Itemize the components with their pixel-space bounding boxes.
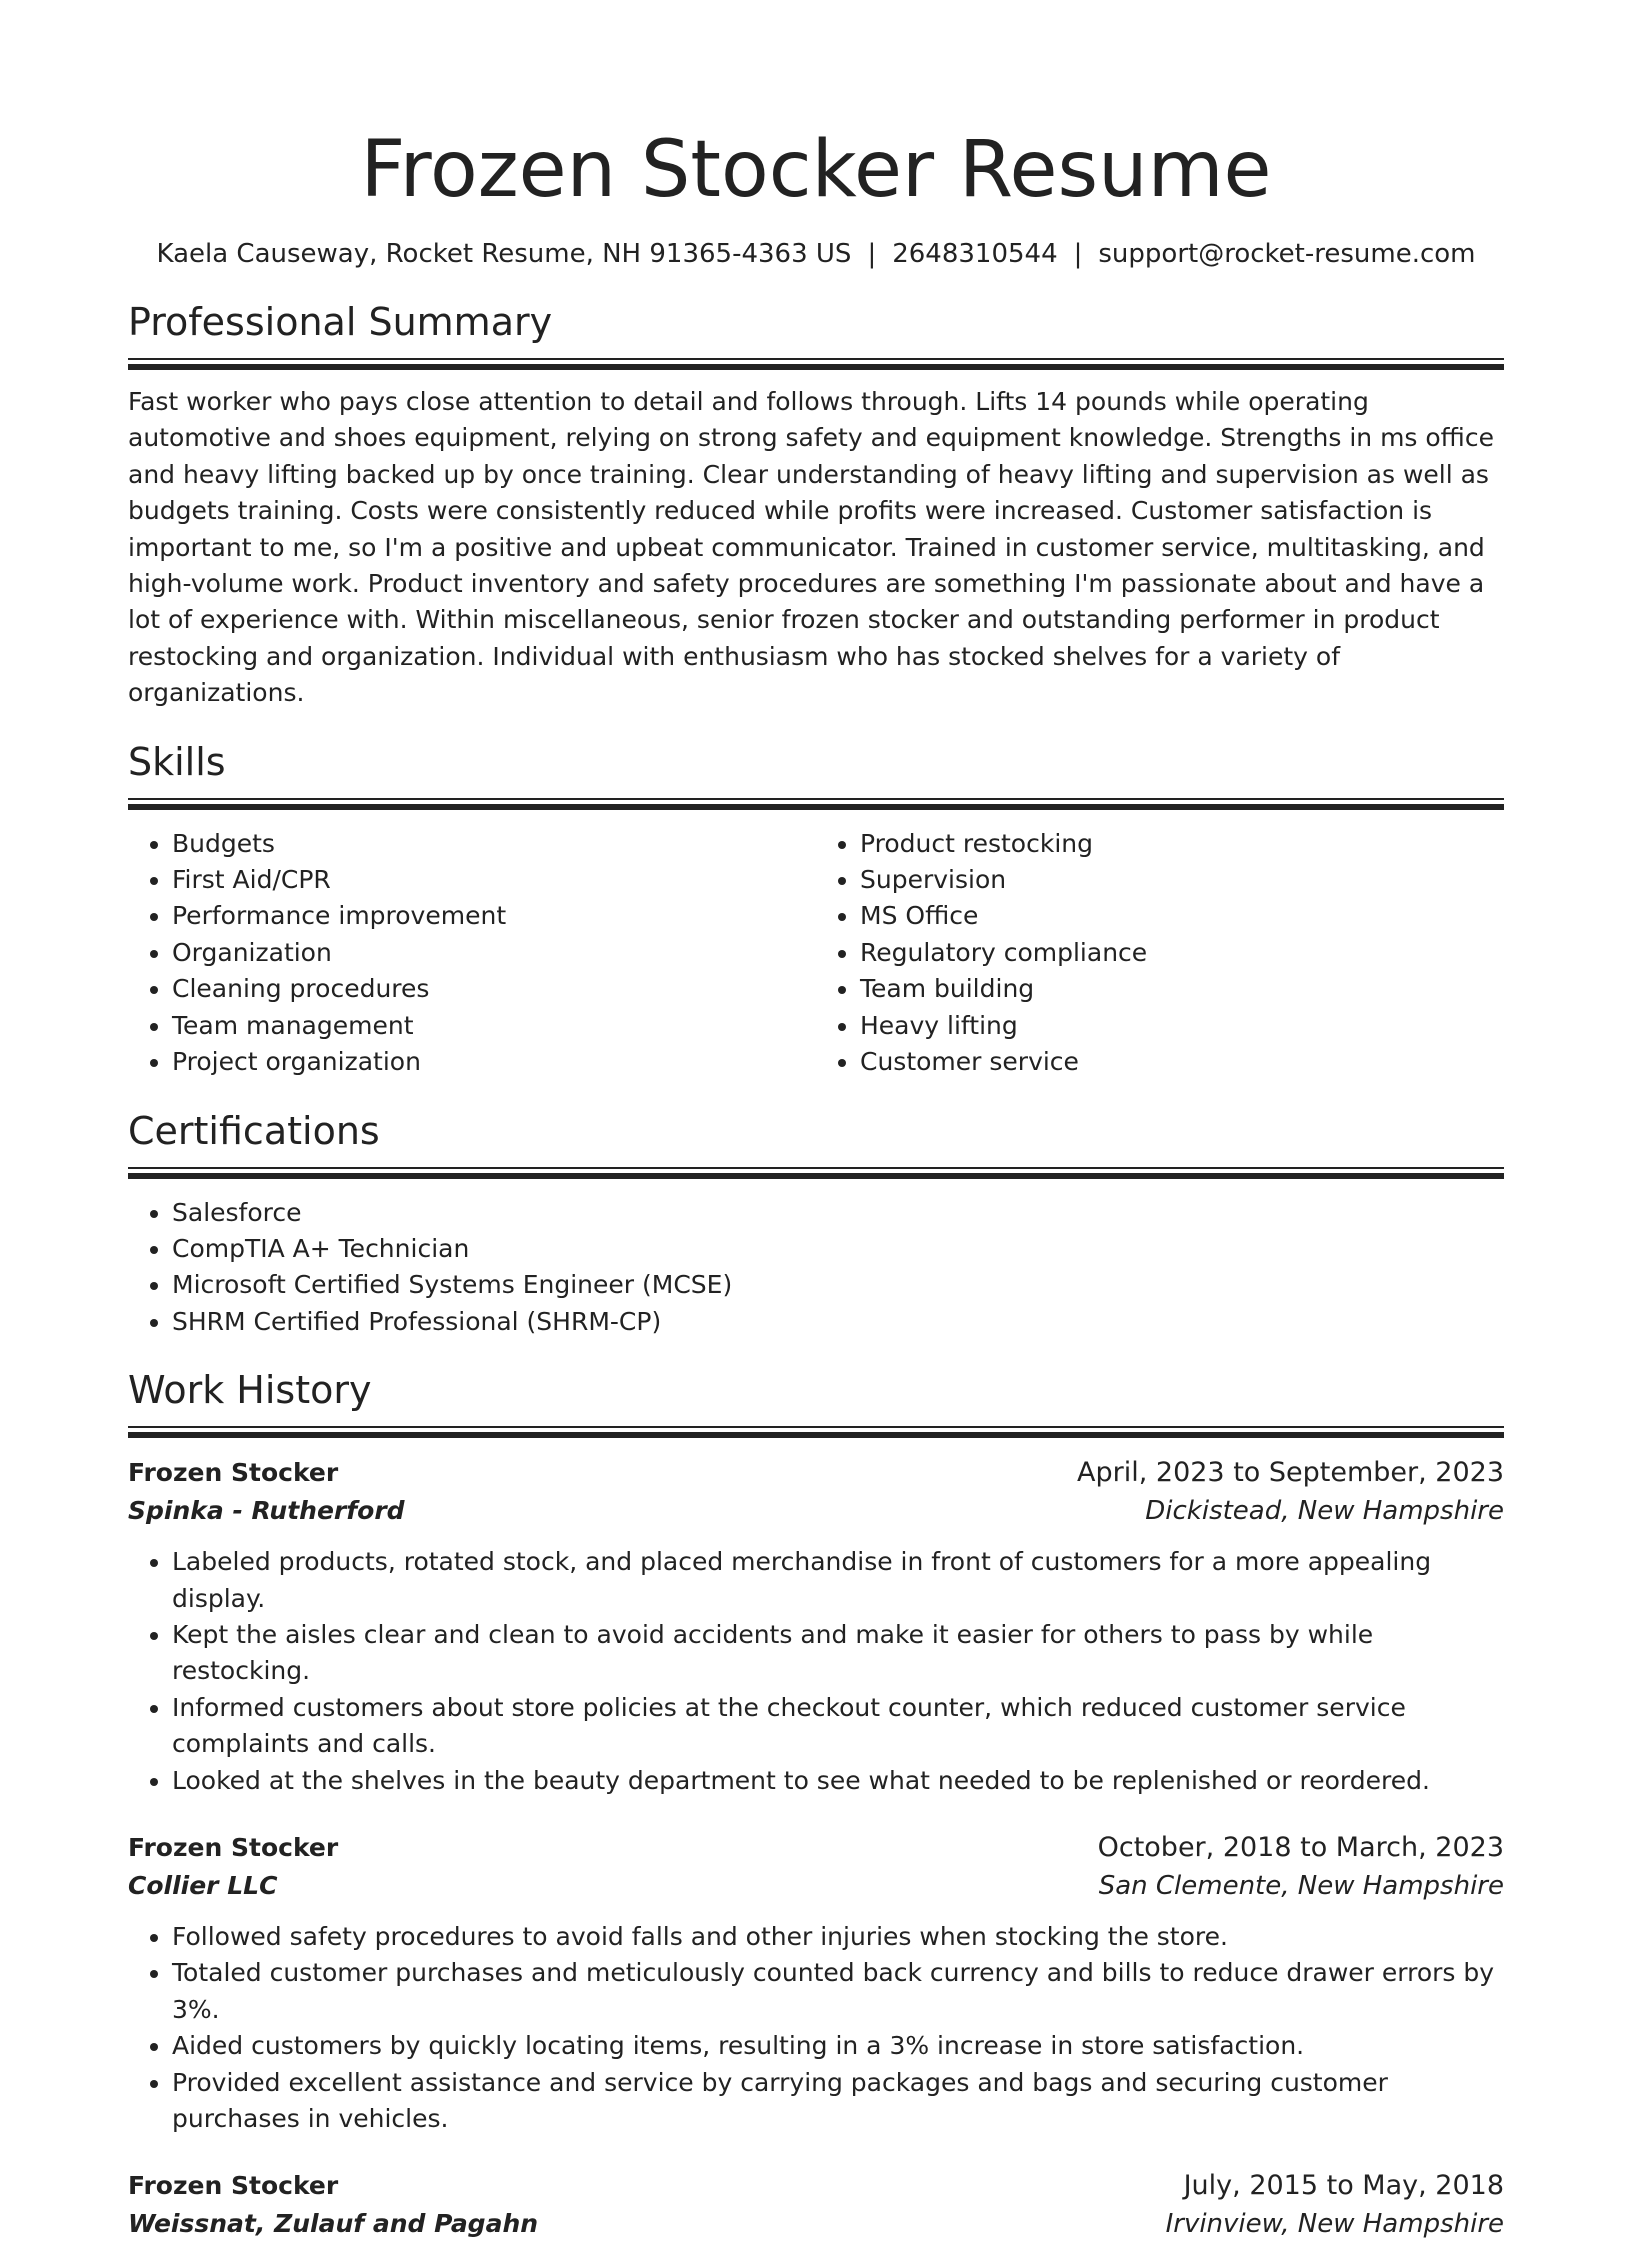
- certification-item: • Salesforce: [172, 1195, 1504, 1231]
- contact-email: support@rocket-resume.com: [1098, 239, 1476, 269]
- certifications-heading: Certifications: [128, 1108, 380, 1153]
- job-bullet: • Labeled products, rotated stock, and placed merchandise in front of customers for a more appealing display.: [172, 1544, 1504, 1617]
- job-subheader: [128, 1867, 1504, 1905]
- skill-item: • Customer service: [860, 1044, 1504, 1080]
- summary-section: [128, 298, 1504, 712]
- job-location: Irvinview, New Hampshire: [1165, 2209, 1504, 2240]
- job-entry: [128, 2167, 1504, 2243]
- skill-item: • MS Office: [860, 898, 1504, 934]
- job-bullet: • Totaled customer purchases and meticulously counted back currency and bills to reduce drawer errors by 3%.: [172, 1955, 1504, 2028]
- job-header: [128, 1829, 1504, 1867]
- job-subheader: [128, 1492, 1504, 1530]
- skill-item: • Regulatory compliance: [860, 935, 1504, 971]
- skill-item: • Product restocking: [860, 826, 1504, 862]
- skills-left-list: [128, 826, 816, 1081]
- section-divider: [128, 1426, 1504, 1438]
- skill-item: • Performance improvement: [172, 898, 816, 934]
- job-company: Spinka - Rutherford: [128, 1496, 405, 1526]
- skill-item: • First Aid/CPR: [172, 862, 816, 898]
- job-subheader: [128, 2205, 1504, 2243]
- work-history-section: [128, 1366, 1504, 2243]
- job-header: [128, 1454, 1504, 1492]
- certifications-list: [128, 1195, 1504, 1341]
- work-history-heading: Work History: [128, 1368, 372, 1413]
- job-location: San Clemente, New Hampshire: [1098, 1870, 1504, 1901]
- skills-right-list: [816, 826, 1504, 1081]
- job-location: Dickistead, New Hampshire: [1145, 1496, 1504, 1527]
- job-entry: [128, 1454, 1504, 1799]
- resume-title: Frozen Stocker Resume: [360, 125, 1272, 215]
- certification-item: • CompTIA A+ Technician: [172, 1231, 1504, 1267]
- job-title: Frozen Stocker: [128, 1458, 339, 1488]
- section-divider: [128, 798, 1504, 810]
- job-dates: April, 2023 to September, 2023: [1077, 1457, 1504, 1489]
- skills-columns: [128, 826, 1504, 1081]
- skill-item: • Organization: [172, 935, 816, 971]
- job-bullet-list: [128, 1919, 1504, 2137]
- skill-item: • Cleaning procedures: [172, 971, 816, 1007]
- contact-address: Kaela Causeway, Rocket Resume, NH 91365-4363 US: [156, 239, 852, 269]
- contact-phone: 2648310544: [892, 239, 1058, 269]
- job-bullet: • Followed safety procedures to avoid falls and other injuries when stocking the store.: [172, 1919, 1504, 1955]
- skill-item: • Heavy lifting: [860, 1008, 1504, 1044]
- summary-text: Fast worker who pays close attention to detail and follows through. Lifts 14 pounds while operating automotive and shoes equipment, relying on strong safety and equipment knowledge. Strengths in ms office and heavy lifting backed up by once training. Clear understanding of heavy lifting and supervision as well as budgets training. Costs were consistently reduced while profits were increased. Customer satisfaction is important to me, so I'm a positive and upbeat communicator. Trained in customer service, multitasking, and high-volume work. Product inventory and safety procedures are something I'm passionate about and have a lot of experience with. Within miscellaneous, senior frozen stocker and outstanding performer in product restocking and organization. Individual with enthusiasm who has stocked shelves for a variety of organizations.: [128, 387, 1494, 708]
- contact-line: [128, 236, 1504, 272]
- contact-separator: |: [867, 239, 877, 269]
- resume-page: [128, 0, 1504, 2243]
- job-bullet: • Informed customers about store policies at the checkout counter, which reduced customer service complaints and calls.: [172, 1690, 1504, 1763]
- job-dates: October, 2018 to March, 2023: [1097, 1831, 1504, 1863]
- certification-item: • SHRM Certified Professional (SHRM-CP): [172, 1304, 1504, 1340]
- contact-separator: |: [1073, 239, 1083, 269]
- skills-section: [128, 738, 1504, 1081]
- job-header: [128, 2167, 1504, 2205]
- summary-heading: Professional Summary: [128, 300, 553, 344]
- job-title: Frozen Stocker: [128, 1832, 339, 1862]
- skill-item: • Budgets: [172, 826, 816, 862]
- skills-heading: Skills: [128, 739, 226, 784]
- job-bullet: • Kept the aisles clear and clean to avoid accidents and make it easier for others to pass by while restocking.: [172, 1617, 1504, 1690]
- job-entry: [128, 1829, 1504, 2137]
- skill-item: • Team building: [860, 971, 1504, 1007]
- skill-item: • Supervision: [860, 862, 1504, 898]
- job-dates: July, 2015 to May, 2018: [1183, 2170, 1504, 2202]
- job-bullet-list: [128, 1544, 1504, 1799]
- certification-item: • Microsoft Certified Systems Engineer (MCSE): [172, 1267, 1504, 1303]
- section-divider: [128, 1167, 1504, 1179]
- job-title: Frozen Stocker: [128, 2171, 339, 2201]
- job-bullet: • Looked at the shelves in the beauty department to see what needed to be replenished or reordered.: [172, 1763, 1504, 1799]
- skill-item: • Team management: [172, 1008, 816, 1044]
- job-company: Weissnat, Zulauf and Pagahn: [128, 2209, 539, 2239]
- section-divider: [128, 358, 1504, 370]
- skill-item: • Project organization: [172, 1044, 816, 1080]
- job-company: Collier LLC: [128, 1870, 278, 1900]
- certifications-section: [128, 1107, 1504, 1341]
- job-bullet: • Aided customers by quickly locating items, resulting in a 3% increase in store satisfaction.: [172, 2028, 1504, 2064]
- job-bullet: • Provided excellent assistance and service by carrying packages and bags and securing customer purchases in vehicles.: [172, 2065, 1504, 2138]
